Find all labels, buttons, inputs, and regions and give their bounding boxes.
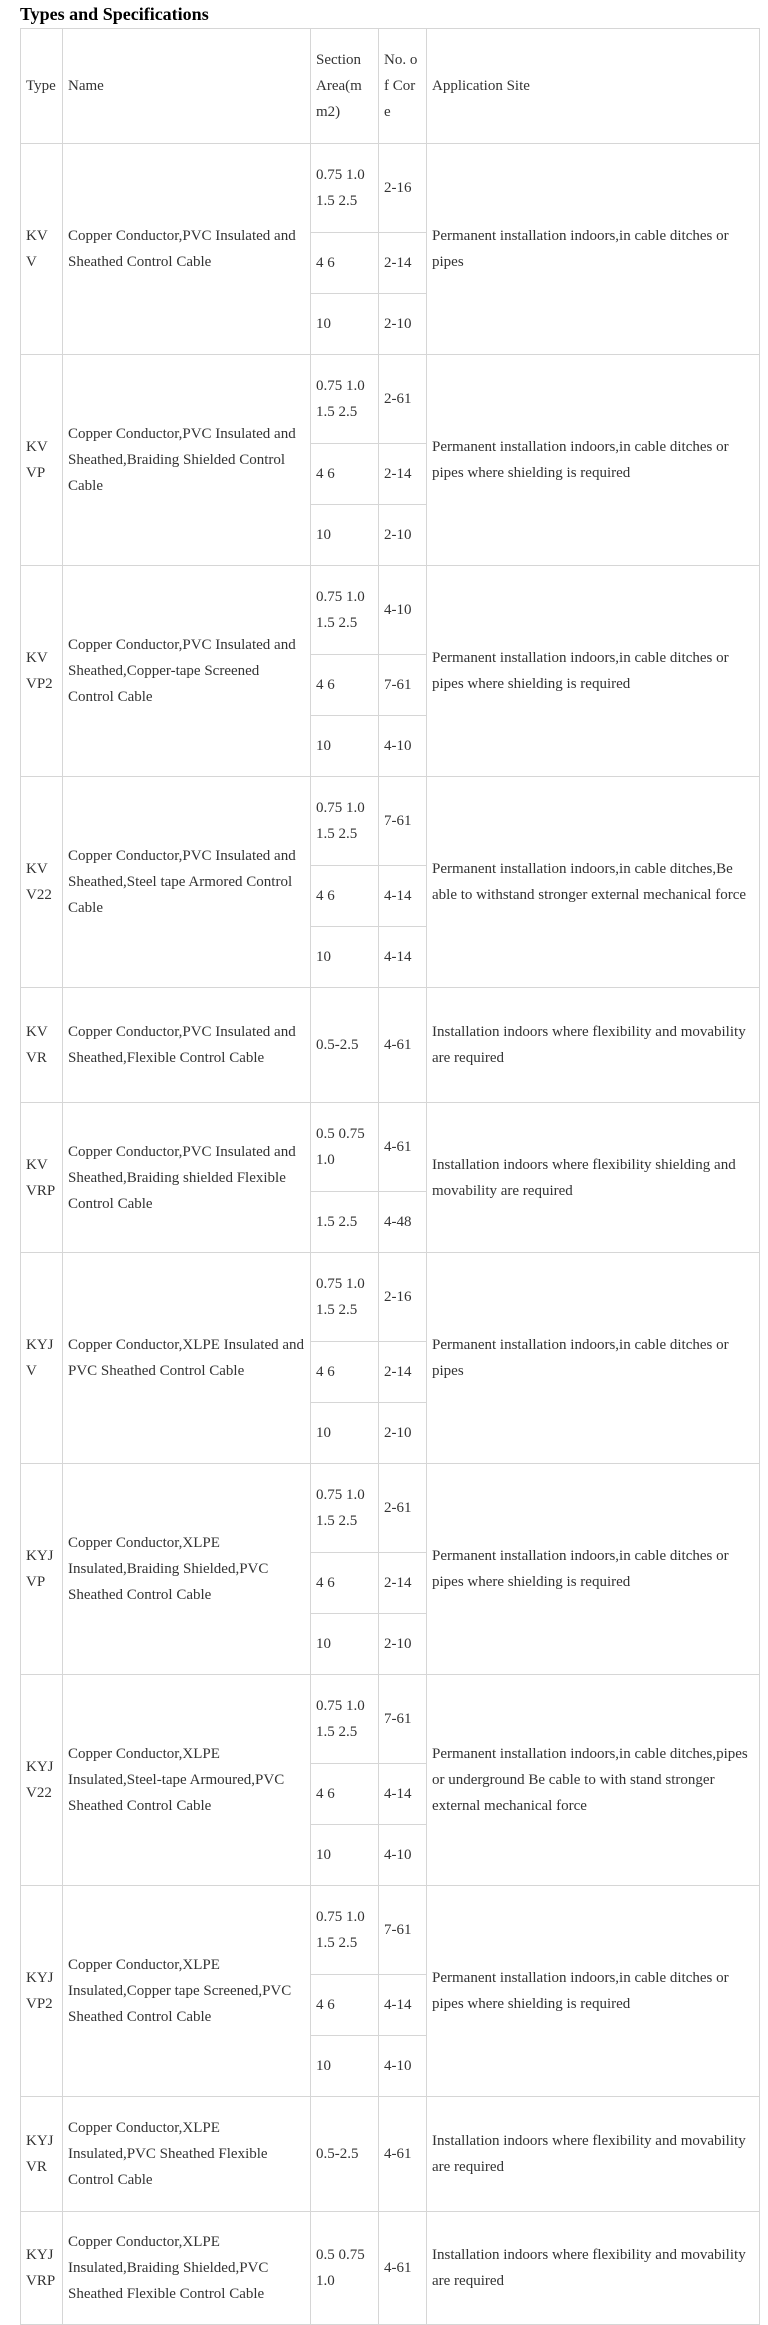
cell-section-area: 10 bbox=[311, 927, 379, 988]
cell-no-of-core: 4-61 bbox=[379, 2212, 427, 2325]
cell-no-of-core: 2-14 bbox=[379, 1342, 427, 1403]
cell-name: Copper Conductor,PVC Insulated and Sheathed,Flexible Control Cable bbox=[63, 988, 311, 1103]
cell-type: KVV22 bbox=[21, 777, 63, 988]
cell-name: Copper Conductor,XLPE Insulated,Braiding Shielded,PVC Sheathed Control Cable bbox=[63, 1464, 311, 1675]
table-row bbox=[21, 777, 760, 866]
cell-section-area: 0.5 0.75 1.0 bbox=[311, 1103, 379, 1192]
cell-section-area: 10 bbox=[311, 505, 379, 566]
table-row bbox=[21, 1253, 760, 1342]
cell-application-site: Permanent installation indoors,in cable ditches or pipes bbox=[427, 1253, 760, 1464]
cell-no-of-core: 2-14 bbox=[379, 1553, 427, 1614]
cell-no-of-core: 4-10 bbox=[379, 2036, 427, 2097]
cell-section-area: 4 6 bbox=[311, 233, 379, 294]
cell-section-area: 1.5 2.5 bbox=[311, 1192, 379, 1253]
cell-name: Copper Conductor,XLPE Insulated,Braiding Shielded,PVC Sheathed Flexible Control Cable bbox=[63, 2212, 311, 2325]
header-application-site: Application Site bbox=[427, 29, 760, 144]
cell-no-of-core: 2-10 bbox=[379, 294, 427, 355]
cell-no-of-core: 4-10 bbox=[379, 1825, 427, 1886]
cell-application-site: Installation indoors where flexibility and movability are required bbox=[427, 2212, 760, 2325]
cell-section-area: 0.75 1.0 1.5 2.5 bbox=[311, 566, 379, 655]
cell-type: KYJVP bbox=[21, 1464, 63, 1675]
cell-name: Copper Conductor,PVC Insulated and Sheathed,Copper-tape Screened Control Cable bbox=[63, 566, 311, 777]
cell-no-of-core: 4-14 bbox=[379, 927, 427, 988]
table-row bbox=[21, 144, 760, 233]
cell-type: KVV bbox=[21, 144, 63, 355]
cell-application-site: Permanent installation indoors,in cable ditches,pipes or underground Be cable to with stand stronger external mechanical force bbox=[427, 1675, 760, 1886]
cell-type: KYJV bbox=[21, 1253, 63, 1464]
table-row bbox=[21, 1675, 760, 1764]
cell-section-area: 10 bbox=[311, 1614, 379, 1675]
cell-no-of-core: 2-14 bbox=[379, 444, 427, 505]
specifications-table bbox=[20, 28, 760, 2325]
cell-name: Copper Conductor,PVC Insulated and Sheathed,Steel tape Armored Control Cable bbox=[63, 777, 311, 988]
cell-no-of-core: 2-10 bbox=[379, 1403, 427, 1464]
cell-section-area: 0.5-2.5 bbox=[311, 988, 379, 1103]
cell-name: Copper Conductor,XLPE Insulated and PVC Sheathed Control Cable bbox=[63, 1253, 311, 1464]
cell-no-of-core: 4-10 bbox=[379, 716, 427, 777]
cell-no-of-core: 4-10 bbox=[379, 566, 427, 655]
cell-section-area: 4 6 bbox=[311, 1975, 379, 2036]
header-no-of-core: No. of Core bbox=[379, 29, 427, 144]
header-section-area: Section Area(mm2) bbox=[311, 29, 379, 144]
table-row bbox=[21, 988, 760, 1103]
cell-type: KVVP bbox=[21, 355, 63, 566]
cell-section-area: 4 6 bbox=[311, 1342, 379, 1403]
cell-section-area: 0.75 1.0 1.5 2.5 bbox=[311, 144, 379, 233]
cell-section-area: 10 bbox=[311, 716, 379, 777]
cell-section-area: 0.75 1.0 1.5 2.5 bbox=[311, 1886, 379, 1975]
cell-no-of-core: 2-16 bbox=[379, 144, 427, 233]
cell-section-area: 0.5-2.5 bbox=[311, 2097, 379, 2212]
table-row bbox=[21, 1464, 760, 1553]
cell-section-area: 10 bbox=[311, 294, 379, 355]
cell-no-of-core: 4-48 bbox=[379, 1192, 427, 1253]
cell-section-area: 0.75 1.0 1.5 2.5 bbox=[311, 355, 379, 444]
cell-type: KVVP2 bbox=[21, 566, 63, 777]
cell-section-area: 4 6 bbox=[311, 866, 379, 927]
table-row bbox=[21, 566, 760, 655]
cell-application-site: Permanent installation indoors,in cable ditches or pipes where shielding is required bbox=[427, 566, 760, 777]
cell-no-of-core: 2-10 bbox=[379, 505, 427, 566]
cell-section-area: 10 bbox=[311, 1825, 379, 1886]
cell-application-site: Permanent installation indoors,in cable ditches or pipes where shielding is required bbox=[427, 355, 760, 566]
cell-no-of-core: 2-16 bbox=[379, 1253, 427, 1342]
cell-no-of-core: 4-61 bbox=[379, 988, 427, 1103]
page-title: Types and Specifications bbox=[20, 4, 209, 24]
cell-no-of-core: 2-10 bbox=[379, 1614, 427, 1675]
table-row bbox=[21, 1886, 760, 1975]
cell-section-area: 10 bbox=[311, 2036, 379, 2097]
cell-name: Copper Conductor,XLPE Insulated,Copper tape Screened,PVC Sheathed Control Cable bbox=[63, 1886, 311, 2097]
cell-no-of-core: 4-14 bbox=[379, 866, 427, 927]
cell-no-of-core: 2-14 bbox=[379, 233, 427, 294]
cell-no-of-core: 4-14 bbox=[379, 1764, 427, 1825]
cell-type: KVVR bbox=[21, 988, 63, 1103]
cell-section-area: 0.5 0.75 1.0 bbox=[311, 2212, 379, 2325]
cell-name: Copper Conductor,XLPE Insulated,Steel-tape Armoured,PVC Sheathed Control Cable bbox=[63, 1675, 311, 1886]
table-row bbox=[21, 2212, 760, 2325]
header-type: Type bbox=[21, 29, 63, 144]
cell-section-area: 4 6 bbox=[311, 1764, 379, 1825]
cell-no-of-core: 7-61 bbox=[379, 655, 427, 716]
cell-application-site: Permanent installation indoors,in cable ditches or pipes where shielding is required bbox=[427, 1464, 760, 1675]
cell-no-of-core: 2-61 bbox=[379, 355, 427, 444]
cell-name: Copper Conductor,PVC Insulated and Sheathed Control Cable bbox=[63, 144, 311, 355]
cell-section-area: 0.75 1.0 1.5 2.5 bbox=[311, 1464, 379, 1553]
cell-no-of-core: 4-61 bbox=[379, 1103, 427, 1192]
cell-section-area: 0.75 1.0 1.5 2.5 bbox=[311, 1675, 379, 1764]
cell-application-site: Installation indoors where flexibility and movability are required bbox=[427, 2097, 760, 2212]
header-row bbox=[21, 29, 760, 144]
cell-application-site: Permanent installation indoors,in cable ditches,Be able to withstand stronger external mechanical force bbox=[427, 777, 760, 988]
cell-type: KYJV22 bbox=[21, 1675, 63, 1886]
cell-type: KVVRP bbox=[21, 1103, 63, 1253]
cell-name: Copper Conductor,PVC Insulated and Sheathed,Braiding shielded Flexible Control Cable bbox=[63, 1103, 311, 1253]
cell-no-of-core: 7-61 bbox=[379, 1675, 427, 1764]
cell-section-area: 0.75 1.0 1.5 2.5 bbox=[311, 1253, 379, 1342]
cell-type: KYJVR bbox=[21, 2097, 63, 2212]
cell-section-area: 4 6 bbox=[311, 655, 379, 716]
cell-application-site: Permanent installation indoors,in cable ditches or pipes bbox=[427, 144, 760, 355]
cell-type: KYJVP2 bbox=[21, 1886, 63, 2097]
cell-section-area: 4 6 bbox=[311, 1553, 379, 1614]
cell-no-of-core: 4-14 bbox=[379, 1975, 427, 2036]
cell-application-site: Installation indoors where flexibility and movability are required bbox=[427, 988, 760, 1103]
cell-no-of-core: 7-61 bbox=[379, 777, 427, 866]
cell-section-area: 0.75 1.0 1.5 2.5 bbox=[311, 777, 379, 866]
cell-section-area: 4 6 bbox=[311, 444, 379, 505]
table-row bbox=[21, 355, 760, 444]
cell-no-of-core: 4-61 bbox=[379, 2097, 427, 2212]
table-row bbox=[21, 1103, 760, 1192]
header-name: Name bbox=[63, 29, 311, 144]
table-row bbox=[21, 2097, 760, 2212]
cell-type: KYJVRP bbox=[21, 2212, 63, 2325]
cell-name: Copper Conductor,PVC Insulated and Sheathed,Braiding Shielded Control Cable bbox=[63, 355, 311, 566]
cell-name: Copper Conductor,XLPE Insulated,PVC Sheathed Flexible Control Cable bbox=[63, 2097, 311, 2212]
cell-application-site: Permanent installation indoors,in cable ditches or pipes where shielding is required bbox=[427, 1886, 760, 2097]
cell-no-of-core: 7-61 bbox=[379, 1886, 427, 1975]
cell-section-area: 10 bbox=[311, 1403, 379, 1464]
cell-no-of-core: 2-61 bbox=[379, 1464, 427, 1553]
cell-application-site: Installation indoors where flexibility shielding and movability are required bbox=[427, 1103, 760, 1253]
